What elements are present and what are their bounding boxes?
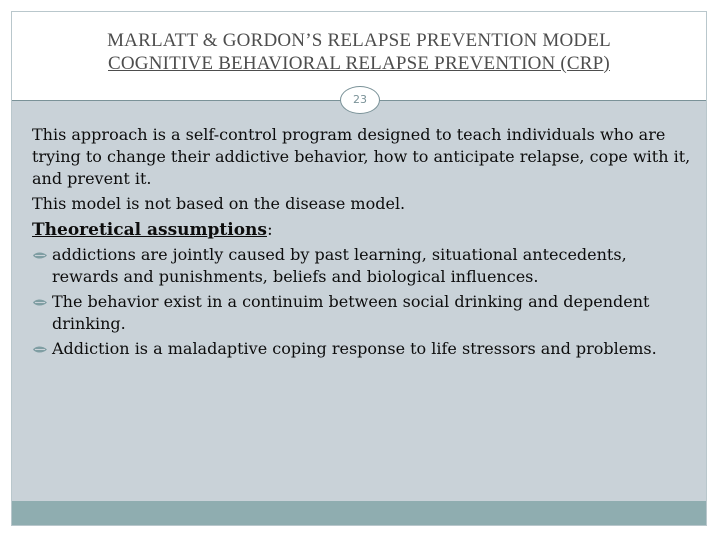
section-heading xyxy=(32,218,692,242)
paragraph-disease-model: This model is not based on the disease model. xyxy=(32,194,406,213)
footer-bar xyxy=(12,501,706,525)
list-item-text: The behavior exist in a continuim between social drinking and dependent drinking. xyxy=(52,292,650,333)
list-item xyxy=(32,244,692,288)
leaf-bullet-icon xyxy=(32,251,48,260)
list-item xyxy=(32,291,692,335)
section-heading-label: Theoretical assumptions xyxy=(32,220,267,240)
slide-number-badge: 23 xyxy=(340,86,380,114)
list-item xyxy=(32,338,692,360)
slide-subtitle: COGNITIVE BEHAVIORAL RELAPSE PREVENTION (CRP) xyxy=(108,53,610,74)
paragraph-approach: This approach is a self-control program designed to teach individuals who are trying to change their addictive behavior, how to anticipate relapse, cope with it, and prevent it. xyxy=(32,125,691,188)
body-text xyxy=(32,124,692,363)
list-item-text: addictions are jointly caused by past learning, situational antecedents, rewards and punishments, beliefs and biological influences. xyxy=(52,245,627,286)
section-heading-colon: : xyxy=(266,220,273,240)
leaf-bullet-icon xyxy=(32,345,48,354)
slide-title: MARLATT & GORDON’S RELAPSE PREVENTION MODEL xyxy=(107,30,611,51)
assumptions-list xyxy=(32,244,692,360)
list-item-text: Addiction is a maladaptive coping response to life stressors and problems. xyxy=(52,339,657,358)
leaf-bullet-icon xyxy=(32,298,48,307)
